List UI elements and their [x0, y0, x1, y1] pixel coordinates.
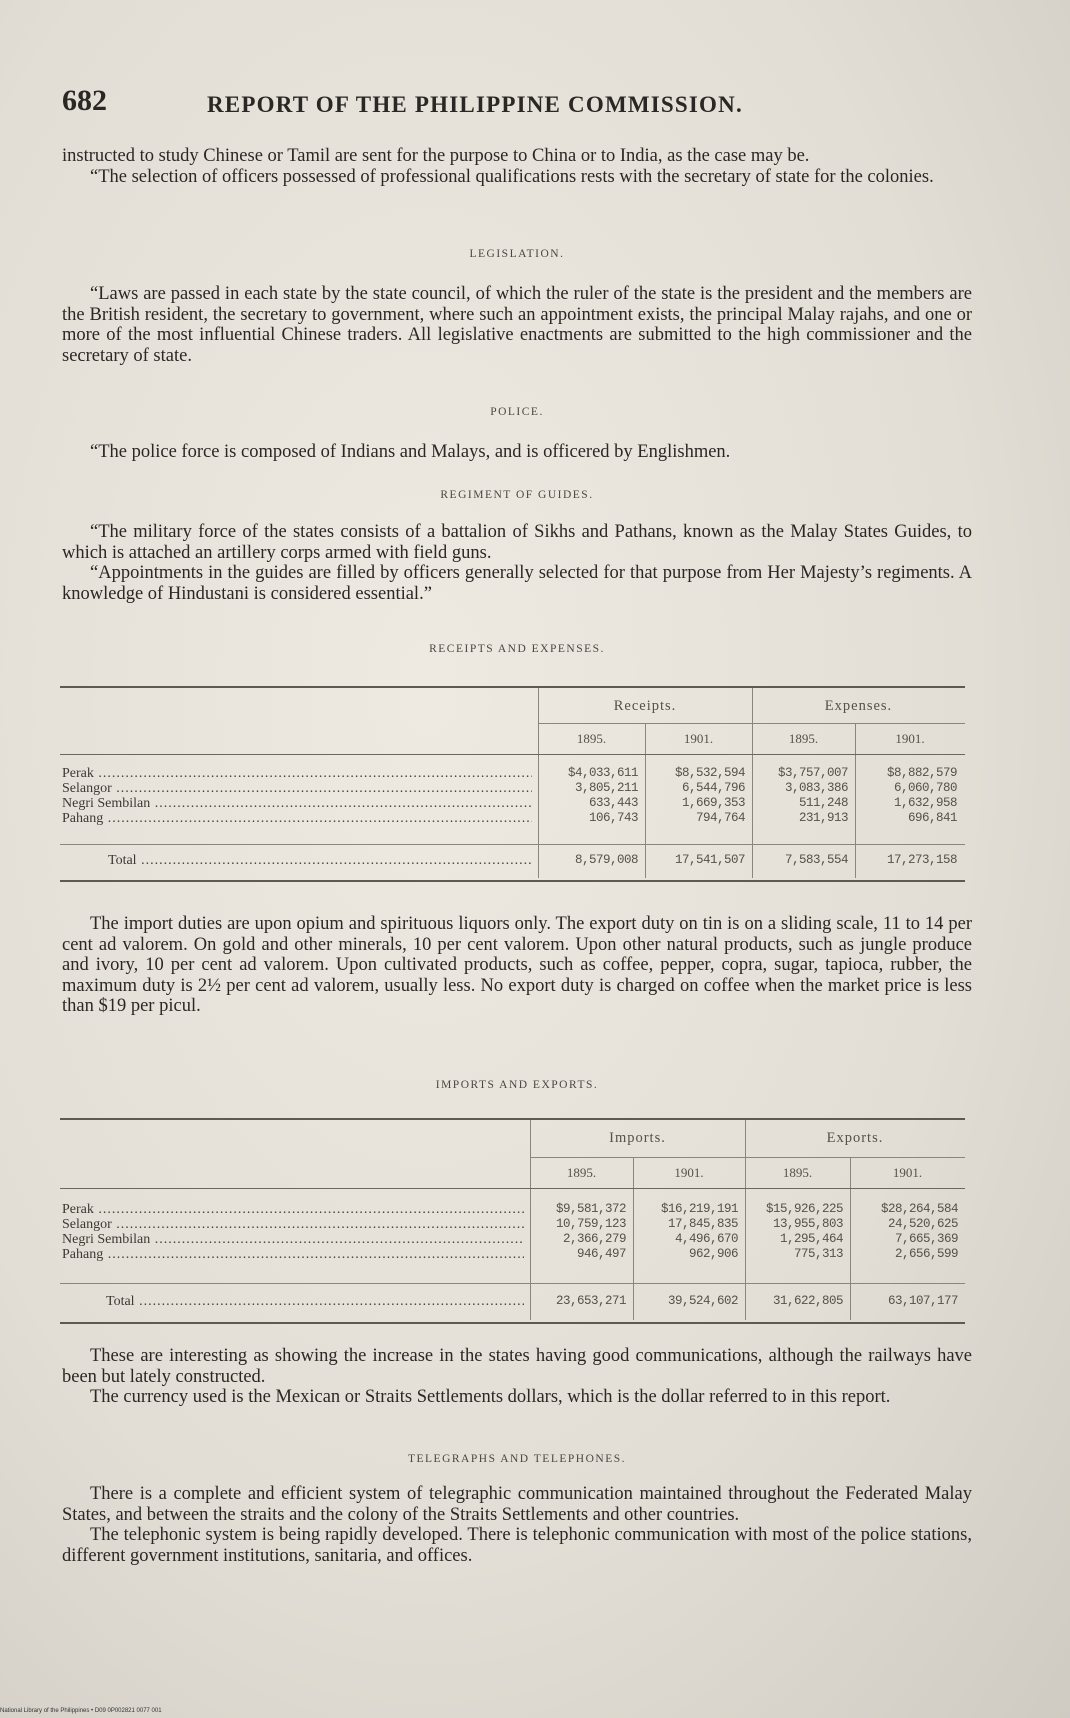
telegraphs-text: [62, 1484, 972, 1566]
year-header: 1895.: [782, 1165, 813, 1180]
year-header: 1895.: [566, 1165, 597, 1180]
police-text: [62, 442, 972, 463]
total-cell: 63,107,177: [887, 1294, 958, 1308]
data-cell: $8,882,579: [886, 766, 957, 780]
closing-text: [62, 1346, 972, 1408]
group-header-imports: Imports.: [609, 1130, 666, 1146]
total-cell: 17,541,507: [674, 853, 745, 867]
data-cell: 794,764: [695, 811, 745, 825]
total-cell: 31,622,805: [772, 1294, 843, 1308]
total-cell: 39,524,602: [667, 1294, 738, 1308]
paragraph: “The police force is composed of Indians and Malays, and is officered by Englishmen.: [90, 442, 731, 462]
total-cell: 17,273,158: [886, 853, 957, 867]
data-cell: 511,248: [798, 796, 848, 810]
data-cell: 1,632,958: [893, 796, 957, 810]
paragraph: “The military force of the states consists of a battalion of Sikhs and Pathans, known as the Malay States Guides, to which is attached an artillery corps armed with field guns.: [62, 522, 972, 563]
group-header-receipts: Receipts.: [613, 698, 677, 714]
duties-text: [62, 914, 972, 1017]
data-cell: 24,520,625: [887, 1217, 958, 1231]
section-heading-police: POLICE.: [490, 406, 544, 418]
row-label: Perak .....: [62, 1202, 524, 1217]
row-label: Selangor .....: [62, 781, 532, 796]
data-cell: 946,497: [576, 1247, 626, 1261]
data-cell: 13,955,803: [772, 1217, 843, 1231]
row-label: Pahang .....: [62, 811, 532, 826]
section-heading-legislation: LEGISLATION.: [469, 248, 565, 260]
section-heading-guides: REGIMENT OF GUIDES.: [440, 489, 594, 501]
data-cell: 1,669,353: [681, 796, 745, 810]
data-cell: $15,926,225: [765, 1202, 843, 1216]
legislation-text: [62, 284, 972, 366]
data-cell: 696,841: [907, 811, 957, 825]
data-cell: 231,913: [798, 811, 848, 825]
row-label: Negri Sembilan .....: [62, 796, 532, 811]
running-header: [62, 84, 962, 124]
data-cell: $28,264,584: [880, 1202, 958, 1216]
imports-exports-table: [60, 1118, 965, 1338]
paragraph: The currency used is the Mexican or Straits Settlements dollars, which is the dollar referred to in this report.: [90, 1387, 891, 1407]
year-header: 1901.: [892, 1165, 923, 1180]
data-cell: $16,219,191: [660, 1202, 738, 1216]
total-cell: 8,579,008: [574, 853, 638, 867]
data-cell: $8,532,594: [674, 766, 745, 780]
year-header: 1901.: [683, 731, 714, 746]
data-cell: 633,443: [588, 796, 638, 810]
total-label: Total .....: [106, 1294, 524, 1309]
data-cell: 4,496,670: [674, 1232, 738, 1246]
data-cell: 2,366,279: [562, 1232, 626, 1246]
data-cell: $3,757,007: [777, 766, 848, 780]
paragraph: “Laws are passed in each state by the state council, of which the ruler of the state is the president and the members are the British resident, the secretary to government, where such an appointment exists, the principal Malay rajahs, and one or more of the most influential Chinese traders. All legislative enactments are submitted to the high commissioner and the secretary of state.: [62, 284, 972, 366]
intro-text: [62, 146, 972, 187]
paragraph: These are interesting as showing the increase in the states having good communications, although the railways have been but lately constructed.: [62, 1346, 972, 1387]
year-header: 1895.: [788, 731, 819, 746]
year-header: 1895.: [576, 731, 607, 746]
data-cell: 106,743: [588, 811, 638, 825]
data-cell: $4,033,611: [567, 766, 638, 780]
total-label: Total .....: [108, 853, 532, 868]
data-cell: 3,083,386: [784, 781, 848, 795]
year-header: 1901.: [895, 731, 925, 746]
paragraph: “Appointments in the guides are filled by officers generally selected for that purpose from Her Majesty’s regiments. A knowledge of Hindustani is considered essential.”: [62, 563, 972, 604]
section-heading-telegraphs: TELEGRAPHS AND TELEPHONES.: [407, 1453, 626, 1465]
total-cell: 23,653,271: [555, 1294, 626, 1308]
data-cell: 3,805,211: [574, 781, 638, 795]
guides-text: [62, 522, 972, 604]
section-heading-receipts: RECEIPTS AND EXPENSES.: [429, 643, 605, 655]
row-label: Pahang .....: [62, 1247, 524, 1262]
paragraph: The telephonic system is being rapidly developed. There is telephonic communication with most of the police stations, different government institutions, sanitaria, and offices.: [62, 1525, 972, 1566]
data-cell: 1,295,464: [779, 1232, 843, 1246]
paragraph: The import duties are upon opium and spirituous liquors only. The export duty on tin is on a sliding scale, 11 to 14 per cent ad valorem. On gold and other minerals, 10 per cent valorem. Upon other natural products, such as jungle produce and ivory, 10 per cent ad valorem. Upon cultivated products, such as coffee, pepper, copra, sugar, tapioca, rubber, the maximum duty is 2½ per cent ad valorem, usually less. No export duty is charged on coffee when the market price is less than $19 per picul.: [62, 914, 972, 1016]
data-cell: 7,665,369: [894, 1232, 958, 1246]
row-label: Selangor .....: [62, 1217, 524, 1232]
data-cell: 2,656,599: [894, 1247, 958, 1261]
year-header: 1901.: [674, 1165, 704, 1180]
paragraph: “The selection of officers possessed of professional qualifications rests with the secretary of state for the colonies.: [90, 166, 934, 187]
paragraph: There is a complete and efficient system of telegraphic communication maintained throughout the Federated Malay States, and between the straits and the colony of the Straits Settlements and other countries.: [62, 1484, 972, 1525]
data-cell: 17,845,835: [667, 1217, 738, 1231]
group-header-expenses: Expenses.: [824, 698, 893, 714]
section-heading-imports: IMPORTS AND EXPORTS.: [435, 1079, 599, 1091]
data-cell: 6,544,796: [681, 781, 745, 795]
page-title: REPORT OF THE PHILIPPINE COMMISSION.: [207, 92, 743, 117]
row-label: Negri Sembilan .....: [62, 1232, 524, 1247]
data-cell: 6,060,780: [893, 781, 957, 795]
data-cell: 962,906: [688, 1247, 738, 1261]
total-cell: 7,583,554: [784, 853, 848, 867]
group-header-exports: Exports.: [826, 1130, 884, 1146]
receipts-expenses-table: [60, 686, 965, 886]
data-cell: 10,759,123: [555, 1217, 626, 1231]
data-cell: 775,313: [793, 1247, 843, 1261]
data-cell: $9,581,372: [555, 1202, 626, 1216]
row-label: Perak .....: [62, 766, 532, 781]
page-number: 682: [62, 84, 107, 117]
scan-credit: National Library of the Philippines • D09 0P002821 0077 001: [0, 1708, 162, 1714]
paragraph: instructed to study Chinese or Tamil are sent for the purpose to China or to India, as the case may be.: [62, 146, 810, 166]
